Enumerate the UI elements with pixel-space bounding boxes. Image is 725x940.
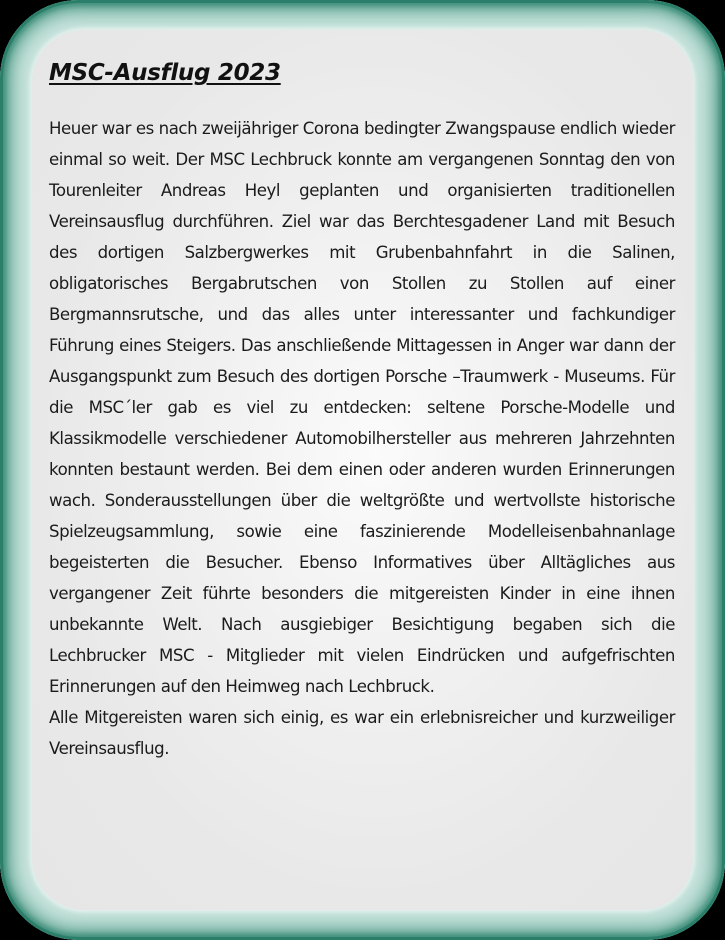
article-content [49,56,675,764]
article-paragraph-main: Heuer war es nach zweijähriger Corona bedingter Zwangspause endlich wieder einmal so weit. Der MSC Lechbruck konnte am vergangenen Sonntag den von Tourenleiter Andreas Heyl geplanten und organisierten traditionellen Vereinsausflug durchführen. Ziel war das Berchtesgadener Land mit Besuch des dortigen Salzbergwerkes mit Grubenbahnfahrt in die Salinen, obligatorisches Bergabrutschen von Stollen zu Stollen auf einer Bergmannsrutsche, und das alles unter interessanter und fachkundiger Führung eines Steigers. Das anschließende Mittagessen in Anger war dann der Ausgangspunkt zum Besuch des dortigen Porsche –Traumwerk - Museums. Für die MSC´ler gab es viel zu entdecken: seltene Porsche-Modelle und Klassikmodelle verschiedener Automobilhersteller aus mehreren Jahrzehnten konnten bestaunt werden. Bei dem einen oder anderen wurden Erinnerungen wach. Sonderausstellungen über die weltgrößte und wertvollste historische Spielzeugsammlung, sowie eine faszinierende Modelleisenbahnanlage begeisterten die Besucher. Ebenso Informatives über Alltägliches aus vergangener Zeit führte besonders die mitgereisten Kinder in eine ihnen unbekannte Welt. Nach ausgiebiger Besichtigung begaben sich die Lechbrucker MSC - Mitglieder mit vielen Eindrücken und aufgefrischten Erinnerungen auf den Heimweg nach Lechbruck. [49,119,676,696]
article-title: MSC-Ausflug 2023 [49,60,281,86]
article-paragraph-closing: Alle Mitgereisten waren sich einig, es war ein erlebnisreicher und kurzweiliger Vereinsausflug. [49,708,675,758]
